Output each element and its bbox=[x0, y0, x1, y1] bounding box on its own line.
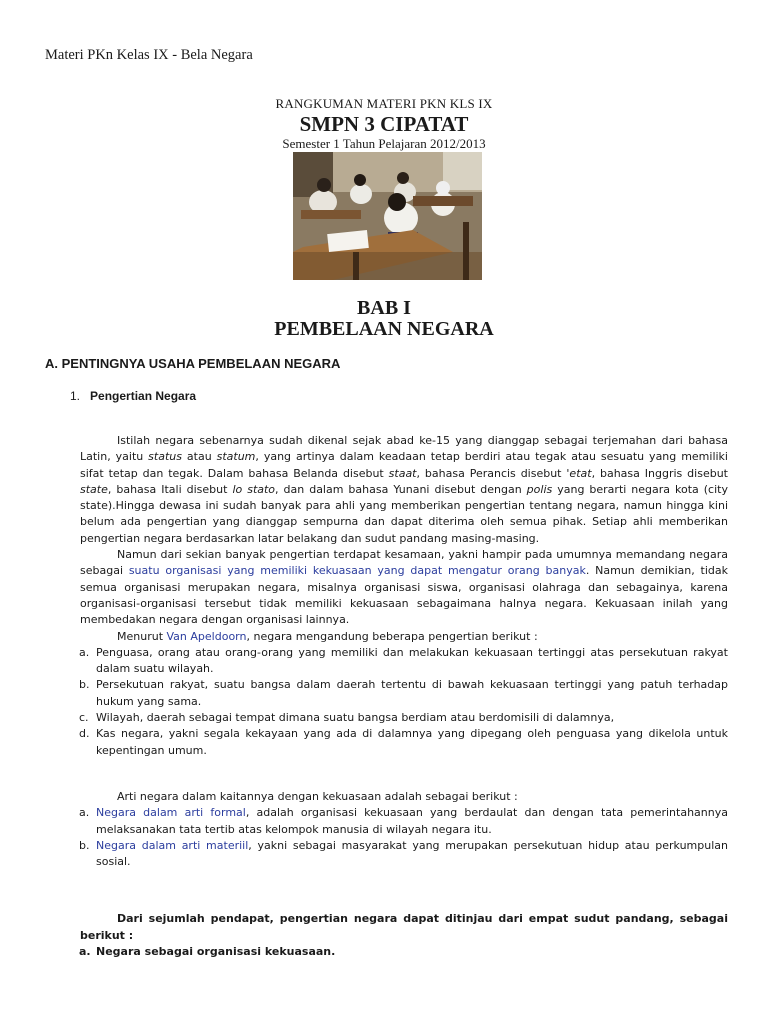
paragraph-1: Istilah negara sebenarnya sudah dikenal sejak abad ke-15 yang dianggap sebagai terjemahan dari bahasa Latin, yaitu status atau statum, yang artinya dalam keadaan tetap berdiri atau tegak atau sesuatu yang memiliki sifat tetap dan tegak. Dalam bahasa Belanda disebut staat, bahasa Perancis disebut 'etat, bahasa Inggris disebut state, bahasa Itali disebut lo stato, dan dalam bahasa Yunani disebut dengan polis yang berarti negara kota (city state).Hingga dewasa ini sudah banyak para ahli yang memberikan pengertian tentang negara, namun hingga kini belum ada pengertian yang dianggap sempurna dan dapat diterima oleh semua pihak. Setiap ahli memberikan pengertian negara berdasarkan latar belakang dan sudut pandang masing-masing. bbox=[80, 434, 728, 545]
paragraph-3: Menurut Van Apeldoorn, negara mengandung beberapa pengertian berikut : bbox=[117, 629, 538, 643]
list-item: a. Negara dalam arti formal, adalah organisasi kekuasaan yang berdaulat dan dengan tata pemerintahannya melaksanakan tata tertib atas kelompok manusia di wilayah negara itu. bbox=[79, 806, 728, 836]
section-heading: A. PENTINGNYA USAHA PEMBELAAN NEGARA bbox=[45, 356, 341, 371]
chapter-title: PEMBELAAN NEGARA bbox=[274, 318, 494, 340]
list-item: b. Persekutuan rakyat, suatu bangsa dalam daerah tertentu di bawah kekuasaan tertinggi yang patuh terhadap hukum yang sama. bbox=[79, 678, 728, 708]
subsection-heading bbox=[70, 389, 196, 403]
body-text bbox=[80, 433, 728, 960]
list-item: b. Negara dalam arti materiil, yakni sebagai masyarakat yang merupakan persekutuan hidup atau perkumpulan sosial. bbox=[79, 838, 728, 869]
chapter-number: BAB I bbox=[357, 297, 411, 319]
page-header-title: Materi PKn Kelas IX - Bela Negara bbox=[45, 47, 253, 63]
list-item: a. Negara sebagai organisasi kekuasaan. bbox=[79, 945, 336, 959]
definition-highlight: suatu organisasi yang memiliki kekuasaan yang dapat mengatur orang banyak bbox=[128, 564, 586, 578]
semester-line: Semester 1 Tahun Pelajaran 2012/2013 bbox=[282, 136, 486, 151]
paragraph-4: Arti negara dalam kaitannya dengan kekuasaan adalah sebagai berikut : bbox=[117, 789, 518, 803]
list-item: c. Wilayah, daerah sebagai tempat dimana suatu bangsa berdiam atau berdomisili di dalamnya, bbox=[79, 711, 615, 725]
subsection-title: Pengertian Negara bbox=[90, 389, 197, 403]
list-item: a. Penguasa, orang atau orang-orang yang memiliki dan melakukan kekuasaan tertinggi atas persekutuan rakyat dalam suatu wilayah. bbox=[79, 645, 728, 676]
subsection-number: 1. bbox=[70, 389, 81, 403]
school-name: SMPN 3 CIPATAT bbox=[299, 112, 469, 136]
paragraph-5: Dari sejumlah pendapat, pengertian negara dapat ditinjau dari empat sudut pandang, sebagai berikut : bbox=[80, 912, 728, 942]
author-name: Van Apeldoorn bbox=[166, 629, 247, 643]
cover-line-1: RANGKUMAN MATERI PKN KLS IX bbox=[275, 96, 493, 111]
list-item: d. Kas negara, yakni segala kekayaan yang ada di dalamnya yang dipegang oleh penguasa yang dikelola untuk kepentingan umum. bbox=[79, 727, 728, 757]
paragraph-2: Namun dari sekian banyak pengertian terdapat kesamaan, yakni hampir pada umumnya memandang negara sebagai suatu organisasi yang memiliki kekuasaan yang dapat mengatur orang banyak. Namun demikian, tidak semua organisasi merupakan negara, misalnya organisasi siswa, organisasi olahraga dan sebagainya, karena organisasi-organisasi tersebut tidak memiliki kekuasaan sebagaimana halnya negara. Kekuasaan inilah yang membedakan negara dengan organisasi lainnya. bbox=[80, 548, 729, 627]
classroom-photo bbox=[293, 152, 482, 280]
